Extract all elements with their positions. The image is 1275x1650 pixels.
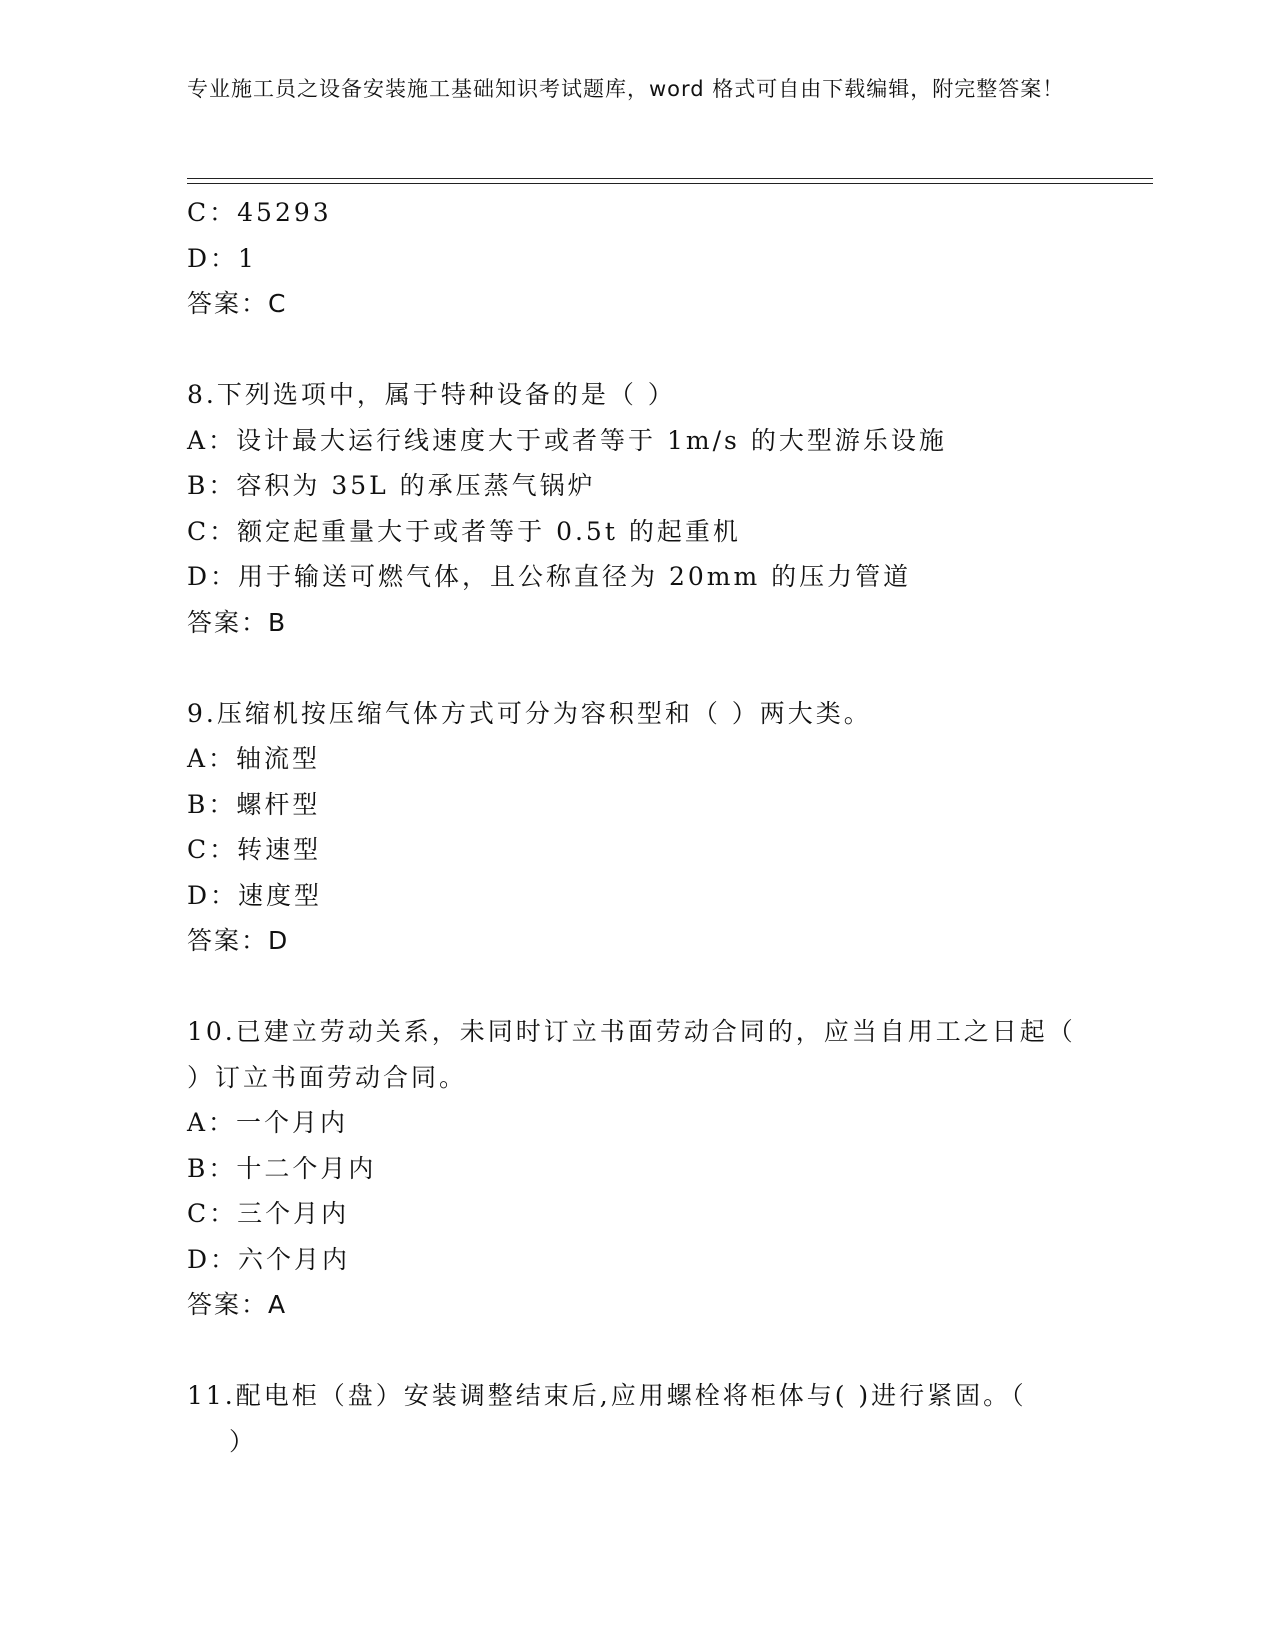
question-content — [187, 190, 1087, 1464]
document-header: 专业施工员之设备安装施工基础知识考试题库，word 格式可自由下载编辑，附完整答案！ — [187, 77, 1065, 101]
spacer — [187, 327, 1087, 373]
q8-option-b: B：容积为 35L 的承压蒸气锅炉 — [187, 471, 596, 500]
q9-option-b: B：螺杆型 — [187, 789, 321, 819]
spacer — [187, 645, 1087, 691]
q8-option-d: D：用于输送可燃气体，且公称直径为 20mm 的压力管道 — [187, 562, 912, 591]
q8-option-a: A：设计最大运行线速度大于或者等于 1m/s 的大型游乐设施 — [187, 425, 947, 455]
q11-stem-block — [187, 1373, 1077, 1464]
spacer — [187, 1328, 1087, 1374]
prev-answer: 答案：C — [187, 289, 288, 318]
header-rule-top — [187, 178, 1153, 179]
q10-answer: 答案：A — [187, 1290, 288, 1319]
q10-stem: 10.已建立劳动关系，未同时订立书面劳动合同的，应当自用工之日起（ ）订立书面劳动合同。 — [187, 1017, 1076, 1092]
q9-option-d: D：速度型 — [187, 880, 323, 910]
q11-stem: 11.配电柜（盘）安装调整结束后,应用螺栓将柜体与( )进行紧固。（ — [187, 1381, 1027, 1410]
q8-option-c: C：额定起重量大于或者等于 0.5t 的起重机 — [187, 516, 741, 546]
q8-answer: 答案：B — [187, 607, 288, 637]
q10-option-c: C：三个月内 — [187, 1199, 350, 1228]
q9-answer: 答案：D — [187, 926, 290, 955]
header-rule-bottom — [187, 183, 1153, 184]
prev-option-c: C：45293 — [187, 198, 332, 227]
q8-stem: 8.下列选项中，属于特种设备的是（ ） — [187, 380, 676, 409]
q10-option-b: B：十二个月内 — [187, 1153, 377, 1183]
q9-stem: 9.压缩机按压缩气体方式可分为容积型和（ ）两大类。 — [187, 698, 872, 728]
prev-option-d: D：1 — [187, 243, 257, 273]
q10-option-d: D：六个月内 — [187, 1244, 351, 1274]
q11-stem-continuation: ） — [229, 1426, 258, 1456]
q10-option-a: A：一个月内 — [187, 1108, 349, 1137]
q9-option-a: A：轴流型 — [187, 744, 321, 773]
q9-option-c: C：转速型 — [187, 835, 322, 864]
spacer — [187, 964, 1087, 1010]
